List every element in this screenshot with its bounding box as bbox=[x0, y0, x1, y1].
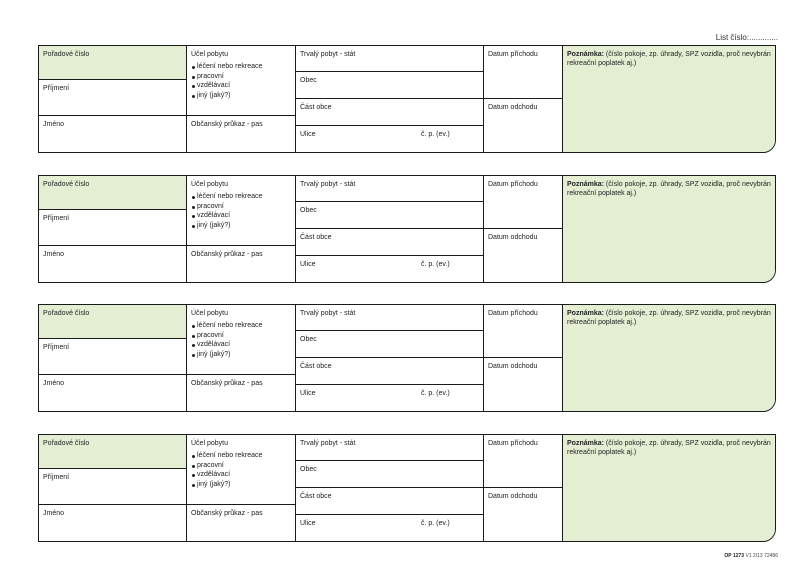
municipality-part-field[interactable] bbox=[296, 358, 484, 385]
arrival-date-label: Datum příchodu bbox=[488, 440, 538, 447]
municipality-label: Obec bbox=[300, 466, 317, 473]
municipality-part-label: Část obce bbox=[300, 493, 332, 500]
purpose-option[interactable]: pracovní bbox=[191, 72, 291, 82]
surname-field[interactable] bbox=[39, 210, 187, 246]
departure-date-field[interactable] bbox=[484, 488, 563, 541]
note-field[interactable] bbox=[563, 305, 776, 411]
street-field[interactable] bbox=[296, 256, 484, 282]
purpose-option[interactable]: léčení nebo rekreace bbox=[191, 62, 291, 72]
purpose-options bbox=[191, 192, 291, 230]
purpose-option[interactable]: pracovní bbox=[191, 202, 291, 212]
first-name-label: Jméno bbox=[43, 121, 65, 128]
id-card-label: Občanský průkaz - pas bbox=[191, 510, 263, 517]
residence-state-field[interactable] bbox=[296, 305, 484, 331]
surname-field[interactable] bbox=[39, 80, 187, 116]
municipality-part-label: Část obce bbox=[300, 234, 332, 241]
note-field[interactable] bbox=[563, 46, 776, 152]
surname-field[interactable] bbox=[39, 469, 187, 505]
departure-date-field[interactable] bbox=[484, 99, 563, 152]
purpose-option[interactable]: léčení nebo rekreace bbox=[191, 451, 291, 461]
guest-record-block bbox=[38, 434, 776, 542]
departure-date-field[interactable] bbox=[484, 229, 563, 282]
arrival-date-field[interactable] bbox=[484, 176, 563, 229]
note-label: Poznámka: bbox=[567, 310, 604, 317]
first-name-field[interactable] bbox=[39, 116, 187, 152]
purpose-option[interactable]: jiný (jaký?) bbox=[191, 91, 291, 101]
municipality-part-field[interactable] bbox=[296, 99, 484, 126]
purpose-option[interactable]: jiný (jaký?) bbox=[191, 221, 291, 231]
purpose-option[interactable]: vzdělávací bbox=[191, 470, 291, 480]
stay-purpose-field[interactable] bbox=[187, 46, 296, 116]
stay-purpose-label: Účel pobytu bbox=[191, 310, 228, 317]
purpose-options bbox=[191, 321, 291, 359]
note-field[interactable] bbox=[563, 435, 776, 541]
departure-date-label: Datum odchodu bbox=[488, 493, 538, 500]
municipality-field[interactable] bbox=[296, 331, 484, 358]
stay-purpose-label: Účel pobytu bbox=[191, 440, 228, 447]
purpose-option[interactable]: vzdělávací bbox=[191, 81, 291, 91]
guest-record-block bbox=[38, 45, 776, 153]
street-label: Ulice bbox=[300, 261, 316, 268]
purpose-options bbox=[191, 62, 291, 100]
municipality-part-label: Část obce bbox=[300, 104, 332, 111]
municipality-label: Obec bbox=[300, 336, 317, 343]
order-number-field[interactable] bbox=[39, 176, 187, 210]
stay-purpose-field[interactable] bbox=[187, 305, 296, 375]
street-label: Ulice bbox=[300, 520, 316, 527]
municipality-part-field[interactable] bbox=[296, 229, 484, 256]
purpose-option[interactable]: pracovní bbox=[191, 461, 291, 471]
arrival-date-field[interactable] bbox=[484, 46, 563, 99]
street-label: Ulice bbox=[300, 390, 316, 397]
order-number-field[interactable] bbox=[39, 305, 187, 339]
order-number-field[interactable] bbox=[39, 46, 187, 80]
order-number-label: Pořadové číslo bbox=[43, 181, 90, 188]
residence-state-label: Trvalý pobyt - stát bbox=[300, 181, 356, 188]
stay-purpose-label: Účel pobytu bbox=[191, 181, 228, 188]
arrival-date-label: Datum příchodu bbox=[488, 310, 538, 317]
municipality-field[interactable] bbox=[296, 72, 484, 99]
street-field[interactable] bbox=[296, 515, 484, 541]
note-text: (číslo pokoje, zp. úhrady, SPZ vozidla, proč nevybrán rekreační poplatek aj.) bbox=[567, 440, 771, 456]
id-card-label: Občanský průkaz - pas bbox=[191, 380, 263, 387]
first-name-label: Jméno bbox=[43, 380, 65, 387]
stay-purpose-label: Účel pobytu bbox=[191, 51, 228, 58]
stay-purpose-field[interactable] bbox=[187, 435, 296, 505]
arrival-date-field[interactable] bbox=[484, 305, 563, 358]
id-card-field[interactable] bbox=[187, 375, 296, 411]
first-name-field[interactable] bbox=[39, 246, 187, 282]
municipality-field[interactable] bbox=[296, 461, 484, 488]
street-label: Ulice bbox=[300, 131, 316, 138]
purpose-option[interactable]: vzdělávací bbox=[191, 340, 291, 350]
purpose-option[interactable]: pracovní bbox=[191, 331, 291, 341]
residence-state-label: Trvalý pobyt - stát bbox=[300, 440, 356, 447]
departure-date-label: Datum odchodu bbox=[488, 104, 538, 111]
note-label: Poznámka: bbox=[567, 440, 604, 447]
stay-purpose-field[interactable] bbox=[187, 176, 296, 246]
purpose-option[interactable]: léčení nebo rekreace bbox=[191, 321, 291, 331]
order-number-label: Pořadové číslo bbox=[43, 440, 90, 447]
id-card-field[interactable] bbox=[187, 246, 296, 282]
purpose-options bbox=[191, 451, 291, 489]
arrival-date-label: Datum příchodu bbox=[488, 181, 538, 188]
arrival-date-field[interactable] bbox=[484, 435, 563, 488]
arrival-date-label: Datum příchodu bbox=[488, 51, 538, 58]
house-number-label: č. p. (ev.) bbox=[421, 390, 450, 397]
surname-field[interactable] bbox=[39, 339, 187, 375]
house-number-label: č. p. (ev.) bbox=[421, 131, 450, 138]
street-field[interactable] bbox=[296, 385, 484, 411]
guest-record-block bbox=[38, 175, 776, 283]
residence-state-label: Trvalý pobyt - stát bbox=[300, 310, 356, 317]
departure-date-field[interactable] bbox=[484, 358, 563, 411]
residence-state-field[interactable] bbox=[296, 46, 484, 72]
surname-label: Příjmení bbox=[43, 215, 70, 222]
form-version: V1 2/13 72486 bbox=[745, 553, 778, 559]
first-name-field[interactable] bbox=[39, 505, 187, 541]
house-number-label: č. p. (ev.) bbox=[421, 261, 450, 268]
first-name-label: Jméno bbox=[43, 251, 65, 258]
note-label: Poznámka: bbox=[567, 181, 604, 188]
id-card-field[interactable] bbox=[187, 505, 296, 541]
municipality-label: Obec bbox=[300, 207, 317, 214]
municipality-label: Obec bbox=[300, 77, 317, 84]
surname-label: Příjmení bbox=[43, 344, 70, 351]
form-footer bbox=[724, 553, 778, 559]
list-number-label: List číslo:............. bbox=[715, 33, 778, 42]
departure-date-label: Datum odchodu bbox=[488, 234, 538, 241]
order-number-field[interactable] bbox=[39, 435, 187, 469]
order-number-label: Pořadové číslo bbox=[43, 51, 90, 58]
id-card-label: Občanský průkaz - pas bbox=[191, 121, 263, 128]
order-number-label: Pořadové číslo bbox=[43, 310, 90, 317]
note-text: (číslo pokoje, zp. úhrady, SPZ vozidla, proč nevybrán rekreační poplatek aj.) bbox=[567, 51, 771, 67]
id-card-field[interactable] bbox=[187, 116, 296, 152]
form-code: OP 1273 bbox=[724, 553, 745, 559]
note-text: (číslo pokoje, zp. úhrady, SPZ vozidla, proč nevybrán rekreační poplatek aj.) bbox=[567, 310, 771, 326]
surname-label: Příjmení bbox=[43, 85, 70, 92]
purpose-option[interactable]: vzdělávací bbox=[191, 211, 291, 221]
municipality-field[interactable] bbox=[296, 202, 484, 229]
municipality-part-label: Část obce bbox=[300, 363, 332, 370]
note-text: (číslo pokoje, zp. úhrady, SPZ vozidla, proč nevybrán rekreační poplatek aj.) bbox=[567, 181, 771, 197]
departure-date-label: Datum odchodu bbox=[488, 363, 538, 370]
guest-record-block bbox=[38, 304, 776, 412]
house-number-label: č. p. (ev.) bbox=[421, 520, 450, 527]
first-name-label: Jméno bbox=[43, 510, 65, 517]
note-field[interactable] bbox=[563, 176, 776, 282]
residence-state-field[interactable] bbox=[296, 435, 484, 461]
id-card-label: Občanský průkaz - pas bbox=[191, 251, 263, 258]
note-label: Poznámka: bbox=[567, 51, 604, 58]
street-field[interactable] bbox=[296, 126, 484, 152]
residence-state-label: Trvalý pobyt - stát bbox=[300, 51, 356, 58]
first-name-field[interactable] bbox=[39, 375, 187, 411]
purpose-option[interactable]: jiný (jaký?) bbox=[191, 350, 291, 360]
purpose-option[interactable]: jiný (jaký?) bbox=[191, 480, 291, 490]
residence-state-field[interactable] bbox=[296, 176, 484, 202]
municipality-part-field[interactable] bbox=[296, 488, 484, 515]
purpose-option[interactable]: léčení nebo rekreace bbox=[191, 192, 291, 202]
surname-label: Příjmení bbox=[43, 474, 70, 481]
